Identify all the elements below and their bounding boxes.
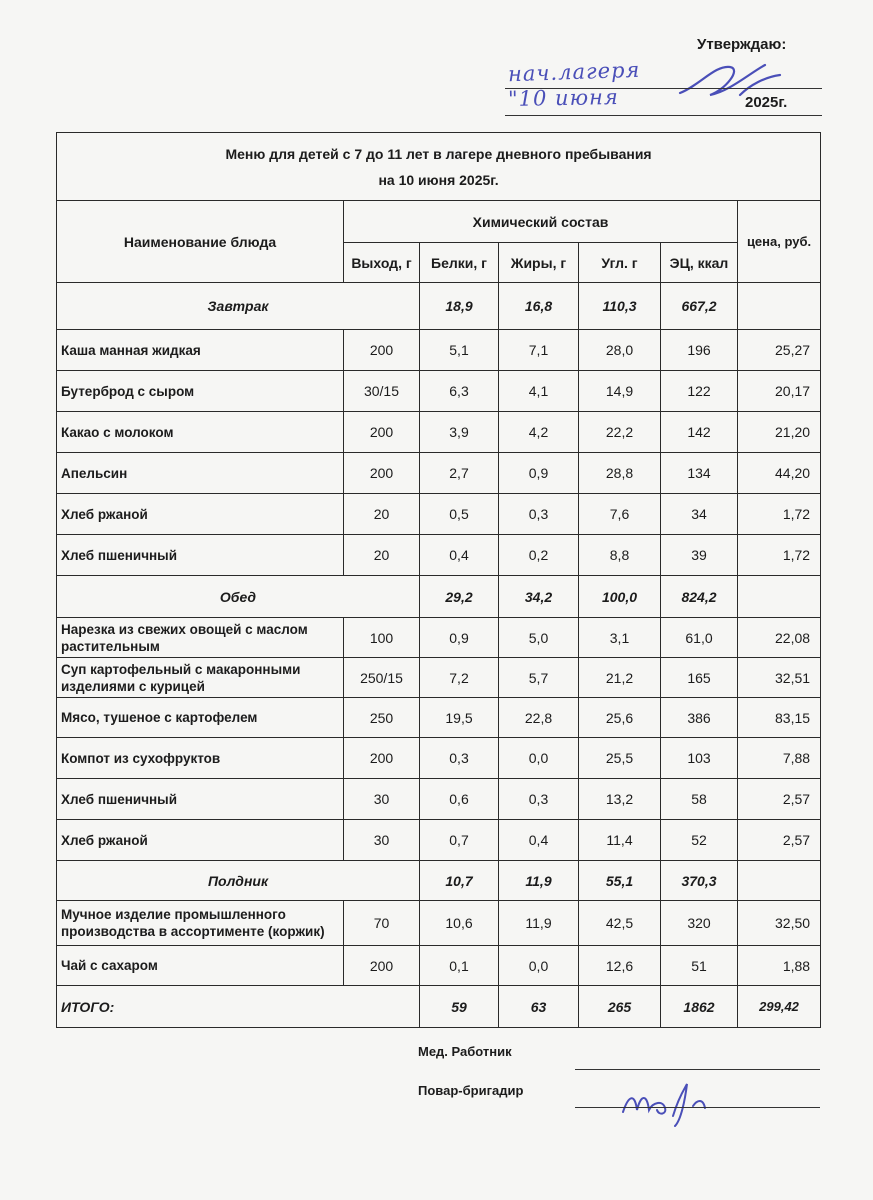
dish-energy: 196	[661, 330, 738, 371]
dish-energy: 165	[661, 658, 738, 698]
dish-fat: 11,9	[499, 901, 579, 946]
approval-line-2	[505, 115, 822, 116]
header-energy: ЭЦ, ккал	[661, 243, 738, 283]
dish-yield: 20	[344, 494, 420, 535]
dish-fat: 4,2	[499, 412, 579, 453]
dish-price: 7,88	[738, 738, 821, 779]
dish-yield: 30/15	[344, 371, 420, 412]
dish-price: 1,88	[738, 946, 821, 986]
dish-fat: 0,0	[499, 738, 579, 779]
dish-name: Хлеб ржаной	[57, 820, 344, 861]
dish-name: Хлеб ржаной	[57, 494, 344, 535]
dish-protein: 10,6	[420, 901, 499, 946]
dish-price: 1,72	[738, 535, 821, 576]
dish-energy: 52	[661, 820, 738, 861]
dish-fat: 0,2	[499, 535, 579, 576]
table-row	[57, 371, 821, 412]
table-row	[57, 901, 821, 946]
approval-year: 2025г.	[745, 94, 788, 111]
medic-label: Мед. Работник	[418, 1044, 512, 1059]
dish-fat: 7,1	[499, 330, 579, 371]
dish-price: 32,51	[738, 658, 821, 698]
section-total-carbs: 110,3	[579, 283, 661, 330]
menu-title-line2: на 10 июня 2025г.	[378, 171, 499, 188]
dish-name: Суп картофельный с макаронными изделиями с курицей	[57, 658, 344, 698]
section-row-snack	[57, 861, 821, 901]
dish-name: Бутерброд с сыром	[57, 371, 344, 412]
dish-price: 83,15	[738, 698, 821, 738]
table-row	[57, 453, 821, 494]
dish-yield: 200	[344, 453, 420, 494]
total-price: 299,42	[738, 986, 821, 1028]
dish-energy: 58	[661, 779, 738, 820]
table-row	[57, 412, 821, 453]
dish-energy: 34	[661, 494, 738, 535]
dish-name: Хлеб пшеничный	[57, 535, 344, 576]
dish-protein: 0,3	[420, 738, 499, 779]
dish-yield: 200	[344, 412, 420, 453]
dish-protein: 0,7	[420, 820, 499, 861]
dish-carbs: 28,8	[579, 453, 661, 494]
dish-carbs: 12,6	[579, 946, 661, 986]
table-row	[57, 494, 821, 535]
header-protein: Белки, г	[420, 243, 499, 283]
section-total-energy: 824,2	[661, 576, 738, 618]
dish-yield: 200	[344, 330, 420, 371]
dish-name: Мучное изделие промышленного производства в ассортименте (коржик)	[57, 901, 344, 946]
dish-protein: 3,9	[420, 412, 499, 453]
dish-name: Чай с сахаром	[57, 946, 344, 986]
dish-name: Апельсин	[57, 453, 344, 494]
dish-energy: 320	[661, 901, 738, 946]
dish-protein: 0,1	[420, 946, 499, 986]
dish-fat: 22,8	[499, 698, 579, 738]
dish-carbs: 28,0	[579, 330, 661, 371]
dish-fat: 0,3	[499, 494, 579, 535]
dish-carbs: 11,4	[579, 820, 661, 861]
section-name: Завтрак	[57, 283, 420, 330]
dish-protein: 0,4	[420, 535, 499, 576]
table-row	[57, 330, 821, 371]
table-row	[57, 535, 821, 576]
dish-carbs: 22,2	[579, 412, 661, 453]
table-row	[57, 698, 821, 738]
dish-carbs: 7,6	[579, 494, 661, 535]
table-row	[57, 658, 821, 698]
dish-price: 25,27	[738, 330, 821, 371]
dish-name: Нарезка из свежих овощей с маслом растительным	[57, 618, 344, 658]
header-fat: Жиры, г	[499, 243, 579, 283]
dish-yield: 70	[344, 901, 420, 946]
dish-protein: 7,2	[420, 658, 499, 698]
dish-protein: 6,3	[420, 371, 499, 412]
dish-price: 20,17	[738, 371, 821, 412]
dish-name: Мясо, тушеное с картофелем	[57, 698, 344, 738]
dish-energy: 386	[661, 698, 738, 738]
dish-carbs: 21,2	[579, 658, 661, 698]
approval-date-handwritten: "10 июня	[507, 85, 620, 111]
dish-energy: 103	[661, 738, 738, 779]
total-energy: 1862	[661, 986, 738, 1028]
menu-title	[57, 133, 821, 201]
dish-energy: 122	[661, 371, 738, 412]
dish-carbs: 25,5	[579, 738, 661, 779]
dish-yield: 20	[344, 535, 420, 576]
dish-carbs: 3,1	[579, 618, 661, 658]
dish-yield: 100	[344, 618, 420, 658]
dish-energy: 39	[661, 535, 738, 576]
section-name: Полдник	[57, 861, 420, 901]
dish-fat: 0,4	[499, 820, 579, 861]
header-composition: Химический состав	[344, 201, 738, 243]
dish-name: Хлеб пшеничный	[57, 779, 344, 820]
dish-fat: 5,0	[499, 618, 579, 658]
dish-price: 1,72	[738, 494, 821, 535]
approval-label: Утверждаю:	[697, 36, 787, 53]
dish-carbs: 42,5	[579, 901, 661, 946]
dish-yield: 200	[344, 946, 420, 986]
dish-price: 2,57	[738, 779, 821, 820]
dish-energy: 61,0	[661, 618, 738, 658]
dish-fat: 0,9	[499, 453, 579, 494]
dish-protein: 19,5	[420, 698, 499, 738]
section-total-price	[738, 861, 821, 901]
menu-title-line1: Меню для детей с 7 до 11 лет в лагере дневного пребывания	[225, 145, 652, 162]
dish-protein: 0,9	[420, 618, 499, 658]
header-price: цена, руб.	[738, 201, 821, 283]
table-row	[57, 779, 821, 820]
section-row-lunch	[57, 576, 821, 618]
table-row	[57, 738, 821, 779]
dish-fat: 5,7	[499, 658, 579, 698]
section-total-carbs: 55,1	[579, 861, 661, 901]
section-total-protein: 18,9	[420, 283, 499, 330]
section-total-price	[738, 283, 821, 330]
dish-carbs: 8,8	[579, 535, 661, 576]
section-total-carbs: 100,0	[579, 576, 661, 618]
dish-name: Какао с молоком	[57, 412, 344, 453]
cook-signature-line	[575, 1107, 820, 1108]
header-yield: Выход, г	[344, 243, 420, 283]
dish-fat: 4,1	[499, 371, 579, 412]
dish-price: 21,20	[738, 412, 821, 453]
cook-signature	[615, 1080, 725, 1130]
dish-name: Компот из сухофруктов	[57, 738, 344, 779]
table-row	[57, 820, 821, 861]
section-total-energy: 370,3	[661, 861, 738, 901]
dish-protein: 5,1	[420, 330, 499, 371]
section-row-breakfast	[57, 283, 821, 330]
dish-carbs: 25,6	[579, 698, 661, 738]
cook-label: Повар-бригадир	[418, 1083, 524, 1098]
dish-price: 44,20	[738, 453, 821, 494]
header-carbs: Угл. г	[579, 243, 661, 283]
dish-price: 32,50	[738, 901, 821, 946]
section-total-fat: 11,9	[499, 861, 579, 901]
section-total-fat: 16,8	[499, 283, 579, 330]
table-row	[57, 618, 821, 658]
dish-carbs: 14,9	[579, 371, 661, 412]
dish-yield: 250/15	[344, 658, 420, 698]
total-row	[57, 986, 821, 1028]
section-total-price	[738, 576, 821, 618]
total-protein: 59	[420, 986, 499, 1028]
dish-energy: 51	[661, 946, 738, 986]
dish-carbs: 13,2	[579, 779, 661, 820]
medic-signature-line	[575, 1069, 820, 1070]
dish-fat: 0,0	[499, 946, 579, 986]
dish-protein: 2,7	[420, 453, 499, 494]
menu-table	[56, 132, 821, 1028]
dish-energy: 142	[661, 412, 738, 453]
approval-position-handwritten: нач.лагеря	[507, 57, 641, 87]
total-fat: 63	[499, 986, 579, 1028]
total-carbs: 265	[579, 986, 661, 1028]
header-dish: Наименование блюда	[57, 201, 344, 283]
total-label: ИТОГО:	[57, 986, 420, 1028]
dish-yield: 250	[344, 698, 420, 738]
dish-protein: 0,5	[420, 494, 499, 535]
section-total-protein: 10,7	[420, 861, 499, 901]
section-total-protein: 29,2	[420, 576, 499, 618]
dish-yield: 30	[344, 820, 420, 861]
dish-energy: 134	[661, 453, 738, 494]
section-name: Обед	[57, 576, 420, 618]
dish-fat: 0,3	[499, 779, 579, 820]
section-total-fat: 34,2	[499, 576, 579, 618]
dish-name: Каша манная жидкая	[57, 330, 344, 371]
dish-protein: 0,6	[420, 779, 499, 820]
dish-yield: 30	[344, 779, 420, 820]
section-total-energy: 667,2	[661, 283, 738, 330]
dish-yield: 200	[344, 738, 420, 779]
table-row	[57, 946, 821, 986]
dish-price: 2,57	[738, 820, 821, 861]
dish-price: 22,08	[738, 618, 821, 658]
